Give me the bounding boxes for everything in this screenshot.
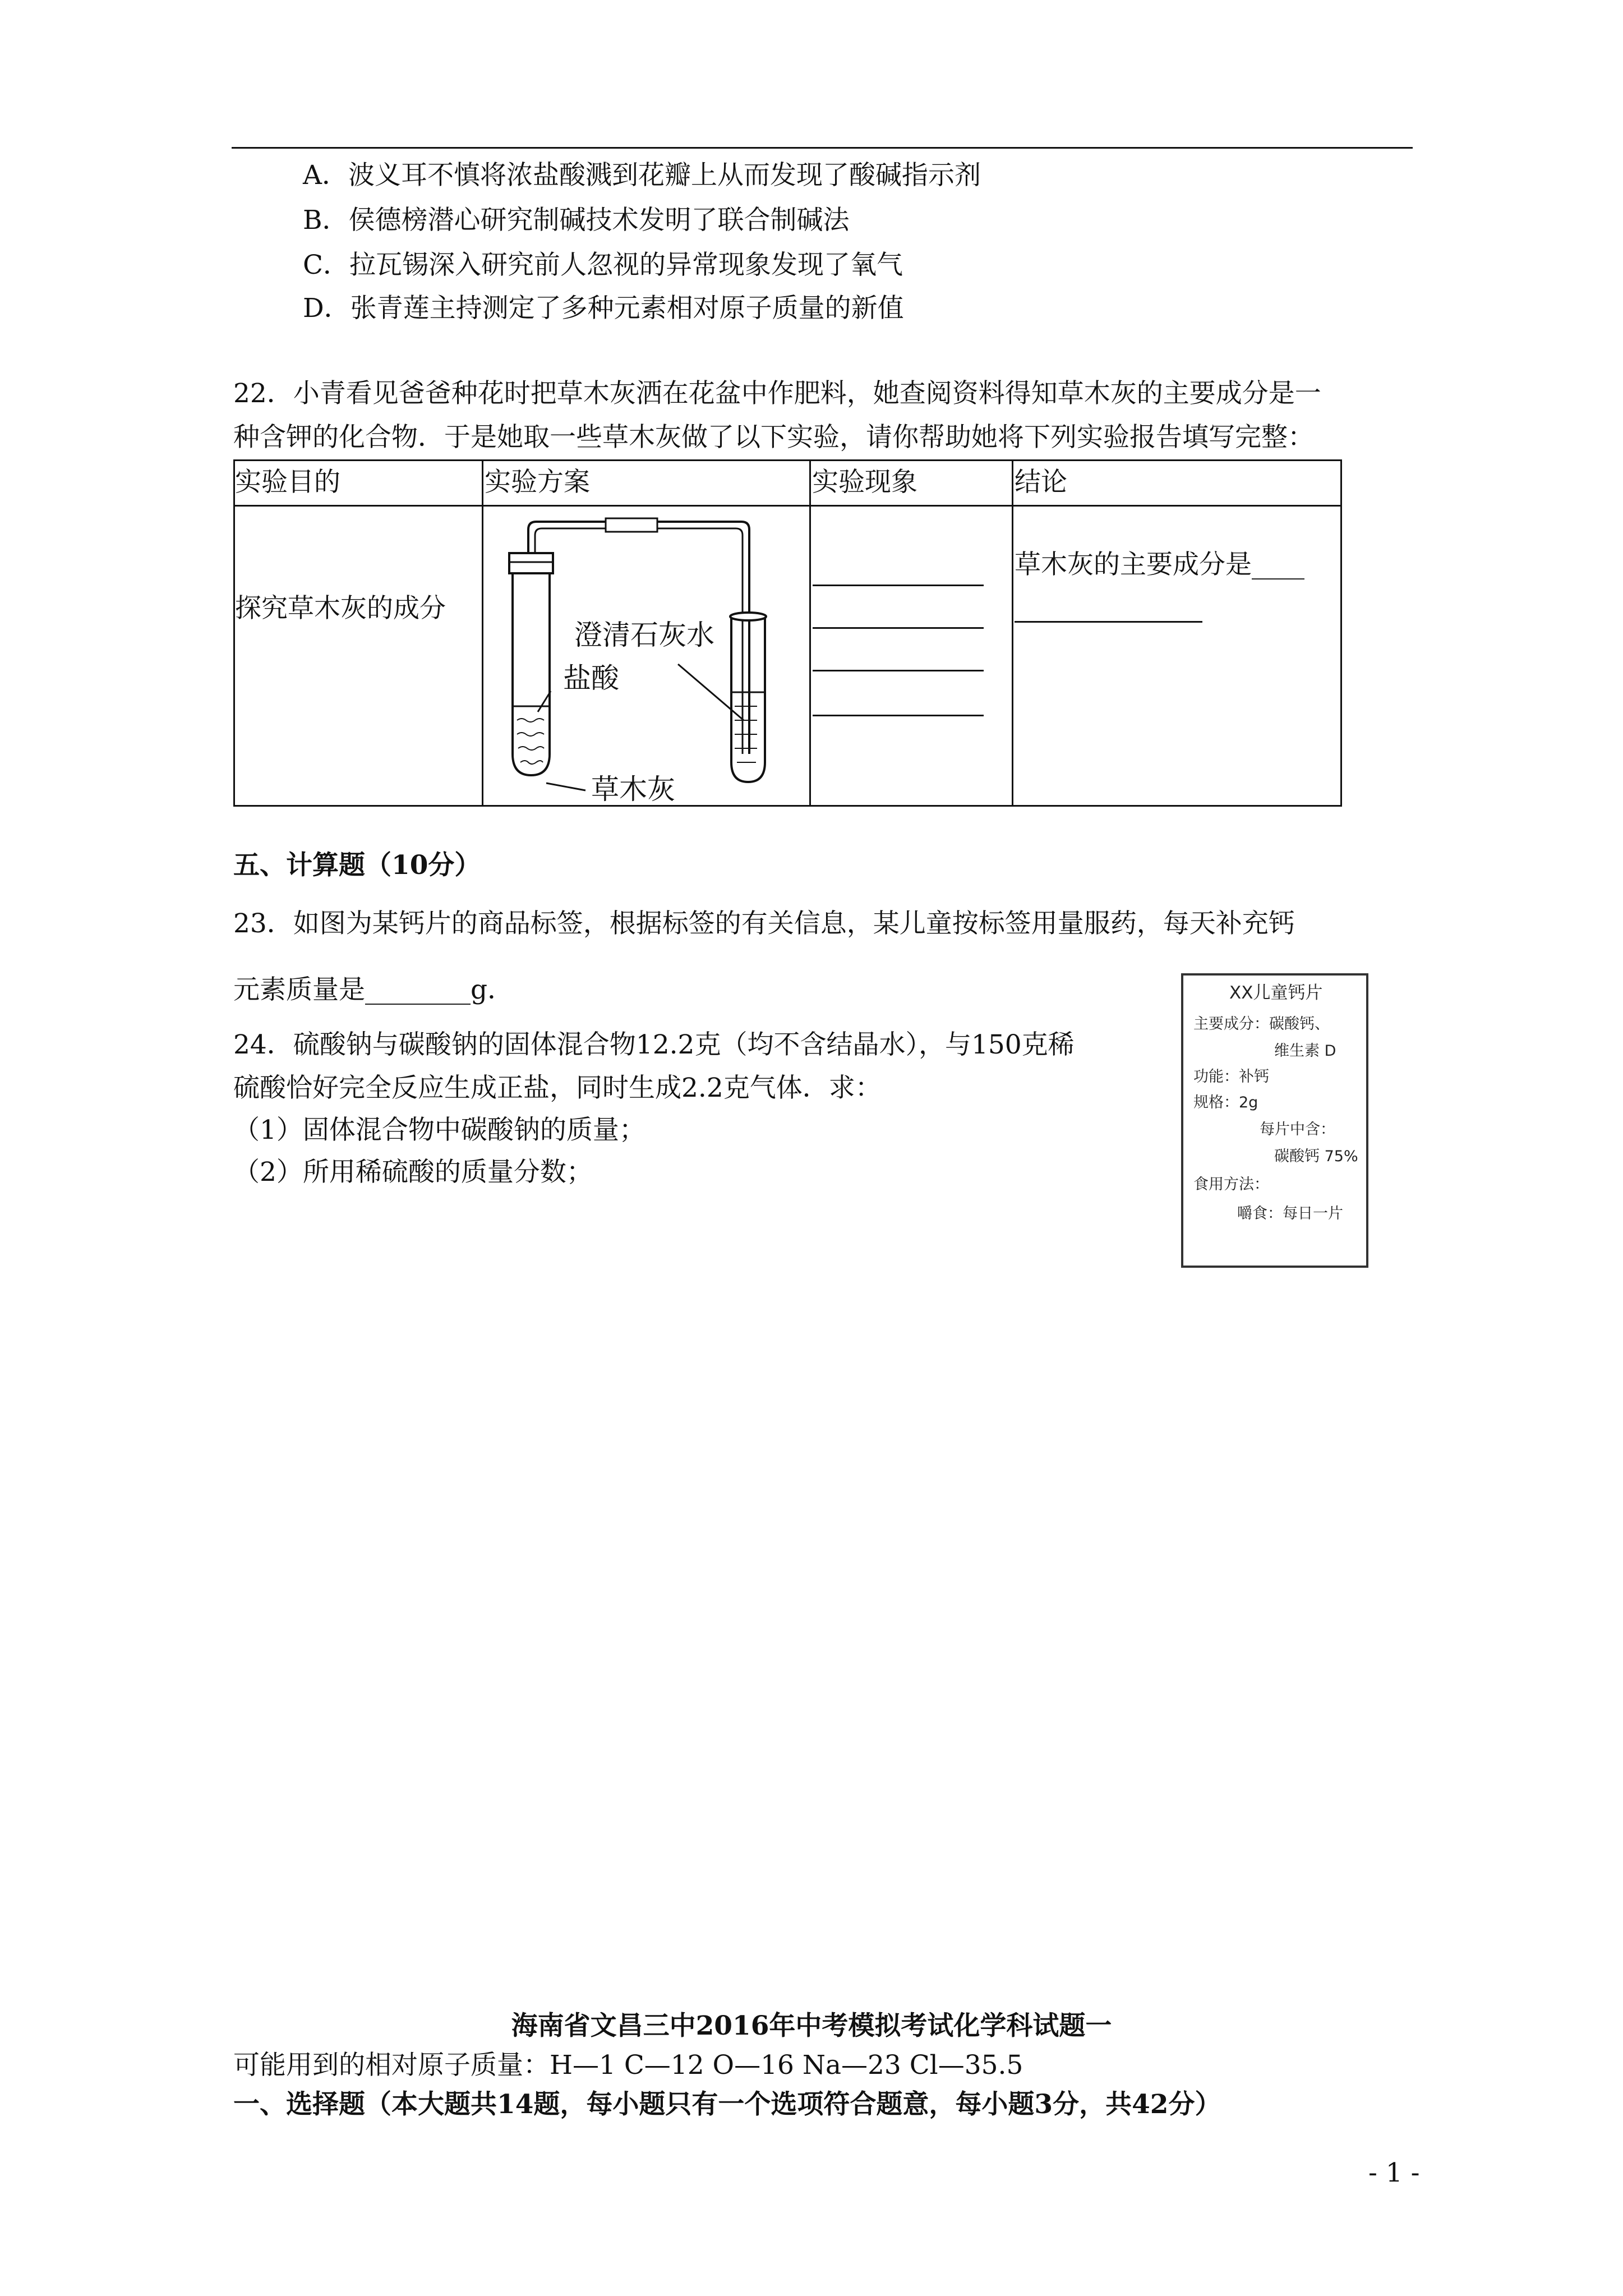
table-header-plan: 实验方案 <box>485 467 590 498</box>
q24-sub2: （2）所用稀硫酸的质量分数； <box>233 1157 593 1188</box>
answer-blank <box>813 585 984 586</box>
label-caco3: 碳酸钙 75% <box>1274 1148 1358 1165</box>
label-per-tablet: 每片中含： <box>1260 1121 1335 1138</box>
acid-label: 盐酸 <box>563 662 619 694</box>
page-number: - 1 - <box>1368 2157 1420 2188</box>
experiment-table <box>233 459 1342 807</box>
limewater-label: 澄清石灰水 <box>574 619 714 651</box>
table-purpose-cell: 探究草木灰的成分 <box>235 593 446 624</box>
q21-option-c: C．拉瓦锡深入研究前人忽视的异常现象发现了氧气 <box>303 250 903 280</box>
label-usage-detail: 嚼食：每日一片 <box>1237 1205 1343 1222</box>
q22-line1: 22．小青看见爸爸种花时把草木灰洒在花盆中作肥料，她查阅资料得知草木灰的主要成分是一 <box>233 378 1321 409</box>
q21-option-d: D．张青莲主持测定了多种元素相对原子质量的新值 <box>303 293 904 324</box>
label-title: XX儿童钙片 <box>1229 983 1323 1003</box>
table-header-phenomenon: 实验现象 <box>812 467 917 498</box>
section1-heading: 一、选择题（本大题共14题，每小题只有一个选项符合题意，每小题3分，共42分） <box>233 2089 1221 2120</box>
apparatus-diagram <box>485 507 807 804</box>
table-col-divider <box>1012 461 1013 805</box>
atomic-masses: 可能用到的相对原子质量：H—1 C—12 O—16 Na—23 Cl—35.5 <box>233 2050 1023 2081</box>
rubber-stopper <box>509 553 553 573</box>
q24-sub1: （1）固体混合物中碳酸钠的质量； <box>233 1115 645 1145</box>
q21-option-a: A．波义耳不慎将浓盐酸溅到花瓣上从而发现了酸碱指示剂 <box>303 160 981 191</box>
calcium-product-label <box>1181 973 1368 1268</box>
section5-heading: 五、计算题（10分） <box>233 850 481 881</box>
q22-line2: 种含钾的化合物．于是她取一些草木灰做了以下实验，请你帮助她将下列实验报告填写完整： <box>233 422 1314 453</box>
q21-option-b: B．侯德榜潜心研究制碱技术发明了联合制碱法 <box>303 205 850 236</box>
answer-blank <box>813 670 984 671</box>
table-col-divider <box>809 461 811 805</box>
label-usage: 食用方法： <box>1193 1176 1269 1193</box>
table-header-divider <box>235 505 1340 507</box>
table-header-conclusion: 结论 <box>1015 467 1067 498</box>
label-ingredients: 主要成分：碳酸钙、 <box>1193 1015 1330 1033</box>
answer-blank <box>813 627 984 629</box>
q24-line1: 24．硫酸钠与碳酸钠的固体混合物12.2克（均不含结晶水），与150克稀 <box>233 1029 1075 1060</box>
answer-blank <box>813 715 984 716</box>
table-header-purpose: 实验目的 <box>235 467 340 498</box>
q23-line2: 元素质量是________g． <box>233 974 514 1005</box>
q24-line2: 硫酸恰好完全反应生成正盐，同时生成2.2克气体．求： <box>233 1073 882 1103</box>
exam-title: 海南省文昌三中2016年中考模拟考试化学科试题一 <box>511 2010 1112 2041</box>
label-ingredients-cont: 维生素 D <box>1274 1042 1336 1060</box>
table-conclusion-cell: 草木灰的主要成分是____ <box>1015 549 1304 580</box>
answer-blank <box>1015 621 1202 623</box>
ash-label: 草木灰 <box>591 773 675 804</box>
tube-connector <box>606 518 657 532</box>
q23-line1: 23．如图为某钙片的商品标签，根据标签的有关信息，某儿童按标签用量服药，每天补充钙 <box>233 908 1295 939</box>
label-spec: 规格：2g <box>1193 1094 1258 1111</box>
header-rule <box>232 147 1413 149</box>
label-function: 功能：补钙 <box>1193 1068 1269 1085</box>
table-col-divider <box>482 461 483 805</box>
